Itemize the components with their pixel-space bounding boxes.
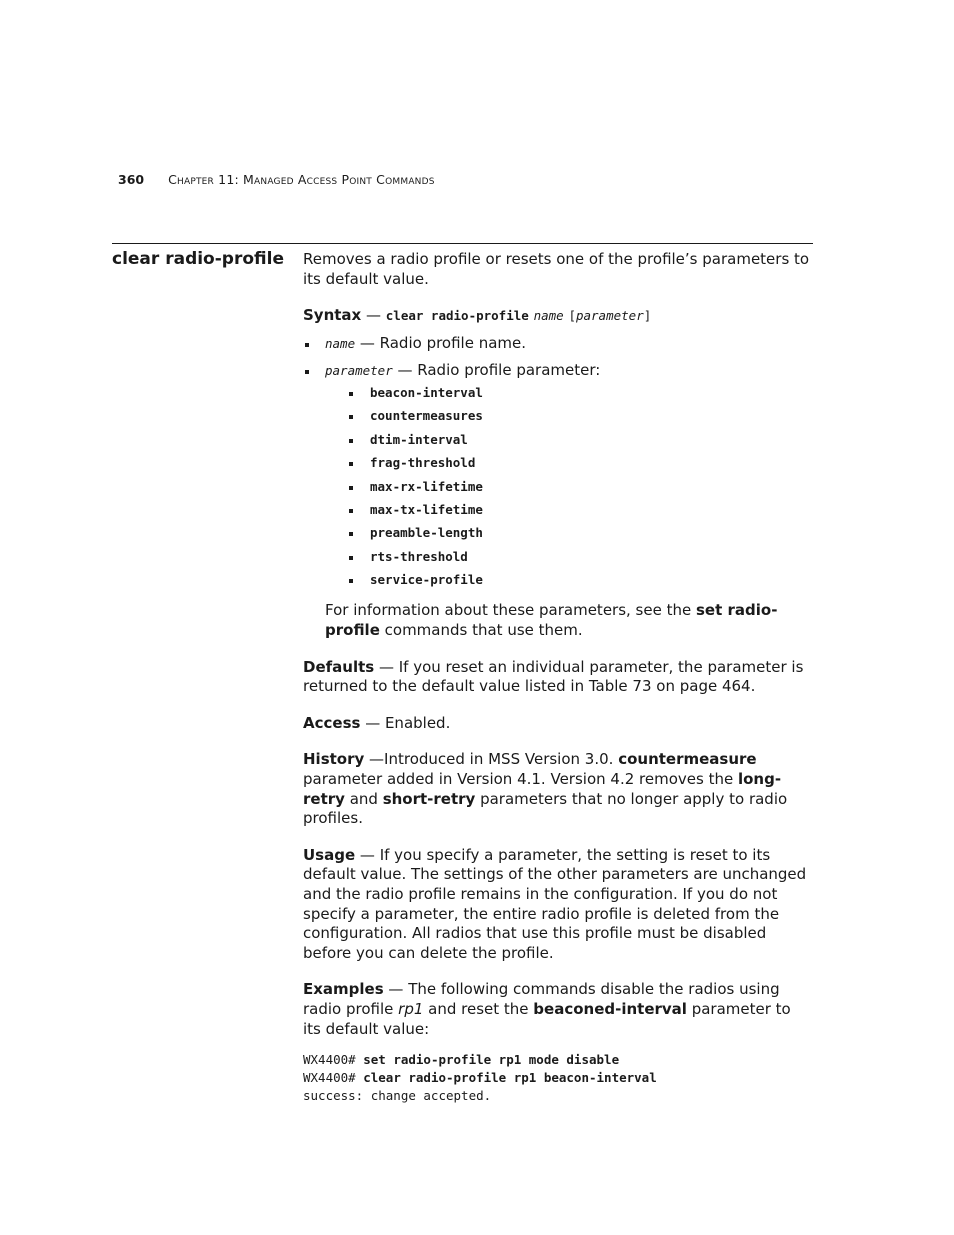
parameter-name: max-rx-lifetime — [370, 478, 483, 494]
syntax-arg-name: name — [533, 308, 564, 324]
syntax-dash: — — [361, 306, 386, 325]
argument-list — [303, 334, 813, 594]
examples-profile-name: rp1 — [398, 999, 424, 1018]
syntax-command: clear radio-profile — [385, 308, 529, 324]
code-example — [303, 1051, 813, 1105]
cross-reference: set radio-profile — [325, 601, 778, 640]
arg-desc: — Radio profile name. — [355, 333, 527, 352]
syntax-label: Syntax — [303, 306, 362, 325]
examples-term: beaconed-interval — [533, 999, 687, 1018]
parameter-name: countermeasures — [370, 408, 483, 424]
defaults-section — [303, 658, 813, 697]
parameter-name: rts-threshold — [370, 548, 468, 564]
chapter-title: Chapter 11: Managed Access Point Commands — [168, 172, 435, 187]
history-term: long-retry — [303, 770, 782, 808]
examples-text: parameter to its default value: — [303, 999, 791, 1038]
list-item — [347, 500, 813, 523]
arg-name: name — [325, 335, 356, 351]
cli-prompt: WX4400# — [303, 1052, 364, 1068]
arg-name: parameter — [325, 363, 393, 379]
parameter-name: frag-threshold — [370, 455, 476, 471]
parameter-list — [347, 383, 813, 594]
page-number: 360 — [118, 172, 145, 187]
history-text: parameter added in Version 4.1. Version 4.2 removes the — [303, 770, 738, 789]
syntax-line — [303, 306, 813, 326]
cli-command: clear radio-profile rp1 beacon-interval — [363, 1070, 657, 1086]
list-item — [347, 477, 813, 500]
history-label: History — [303, 750, 365, 769]
command-title: clear radio-profile — [112, 249, 284, 269]
history-section — [303, 750, 813, 828]
history-text: and — [344, 789, 383, 808]
list-item — [347, 547, 813, 570]
description: Removes a radio profile or resets one of the profile’s parameters to its default value. — [303, 250, 810, 288]
history-text: parameters that no longer apply to radio profiles. — [303, 789, 788, 828]
syntax-bracket-close: ] — [643, 308, 652, 324]
parameter-name: beacon-interval — [370, 384, 483, 400]
section-divider — [112, 243, 813, 244]
arg-desc: — Radio profile parameter: — [392, 361, 601, 380]
see-also-text: For information about these parameters, see the — [325, 601, 696, 620]
list-item — [347, 570, 813, 593]
examples-text: and reset the — [423, 999, 534, 1018]
page-header — [118, 172, 435, 187]
parameter-name: max-tx-lifetime — [370, 501, 483, 517]
examples-section — [303, 980, 813, 1039]
cli-prompt: WX4400# — [303, 1070, 364, 1086]
list-item — [347, 430, 813, 453]
list-item — [303, 361, 813, 593]
defaults-text: — If you reset an individual parameter, the parameter is returned to the default value listed in Table 73 on page 464. — [303, 657, 804, 696]
list-item — [347, 383, 813, 406]
history-text: —Introduced in MSS Version 3.0. — [364, 750, 619, 769]
see-also-text: commands that use them. — [379, 621, 583, 640]
history-term: countermeasure — [618, 750, 757, 769]
history-term: short-retry — [382, 789, 476, 808]
parameter-name: preamble-length — [370, 525, 483, 541]
syntax-arg-parameter: parameter — [575, 308, 644, 324]
list-item — [347, 453, 813, 476]
parameter-name: dtim-interval — [370, 431, 468, 447]
parameter-name: service-profile — [370, 572, 483, 588]
examples-text: — The following commands disable the radios using radio profile — [303, 980, 780, 1018]
syntax-bracket-open: [ — [568, 308, 576, 324]
access-section — [303, 714, 813, 734]
usage-text: — If you specify a parameter, the setting is reset to its default value. The settings of the other parameters are unchanged and the radio profile remains in the configuration. If you do not specify a parameter, the entire radio profile is deleted from the configuration. All radios that use this profile must be disabled before you can delete the profile. — [303, 845, 807, 962]
cli-command: set radio-profile rp1 mode disable — [363, 1052, 620, 1068]
examples-label: Examples — [303, 980, 384, 999]
see-also-note — [325, 601, 813, 640]
list-item — [347, 406, 813, 429]
access-label: Access — [303, 713, 361, 732]
command-body — [303, 250, 813, 1105]
cli-output: success: change accepted. — [303, 1088, 492, 1104]
usage-section — [303, 846, 813, 964]
list-item — [303, 334, 813, 354]
list-item — [347, 523, 813, 546]
usage-label: Usage — [303, 845, 356, 864]
access-text: — Enabled. — [360, 713, 451, 732]
defaults-label: Defaults — [303, 657, 375, 676]
